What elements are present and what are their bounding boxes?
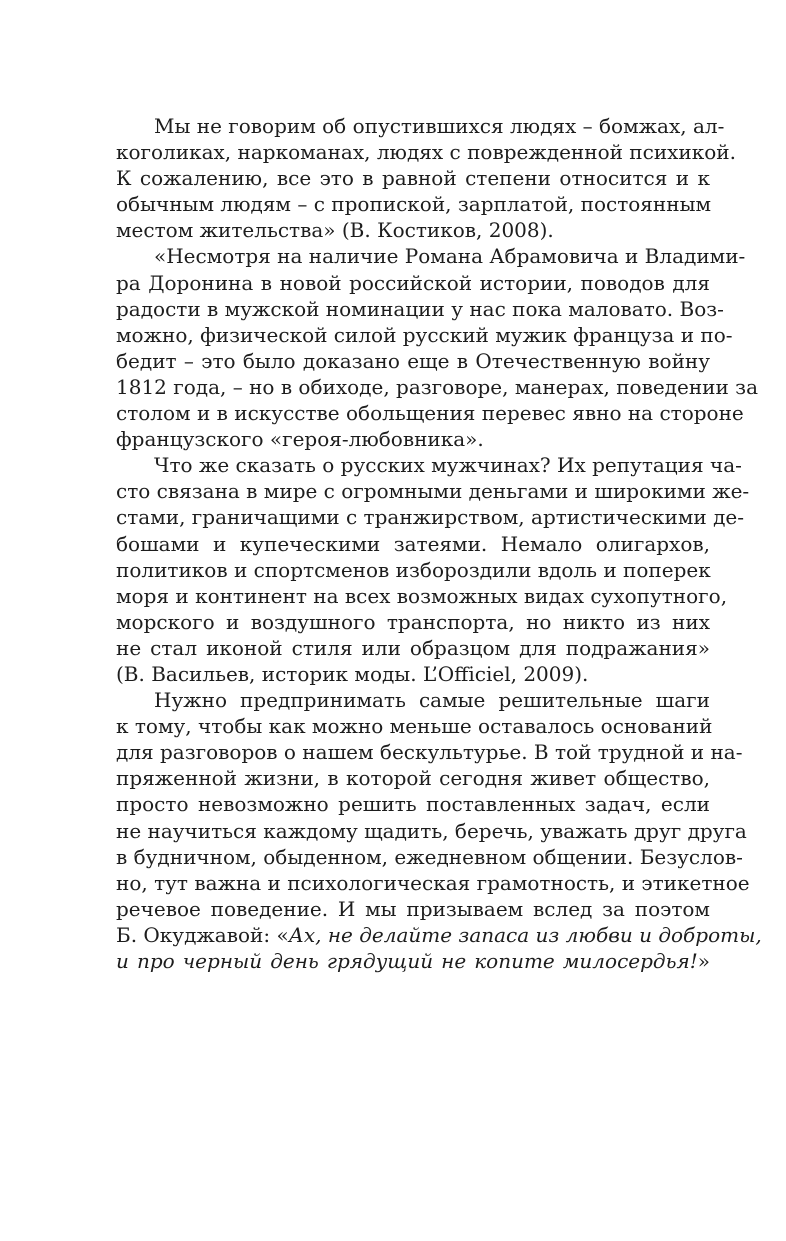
quote-suffix: » <box>697 949 710 973</box>
text-line: ра Доронина в новой российской истории, поводов для <box>116 270 710 295</box>
paragraph-2 <box>116 243 759 452</box>
quote-prefix: Б. Окуджавой: « <box>116 922 289 947</box>
quote-italic: Ах, не делайте запаса из любви и доброты, <box>288 922 762 947</box>
text-line: коголиках, наркоманах, людях с поврежденной психикой. <box>116 140 736 165</box>
text-line: французского «героя-любовника». <box>116 427 484 452</box>
text-line: политиков и спортсменов избороздили вдоль и поперек <box>116 557 711 582</box>
text-line: но, тут важна и психологическая грамотность, и этикетное <box>116 870 750 895</box>
paragraph-1 <box>116 113 736 243</box>
text-line: для разговоров о нашем бескультурье. В той трудной и на- <box>116 740 743 765</box>
text-line: сто связана в мире с огромными деньгами и широкими же- <box>116 479 750 504</box>
text-line: морского и воздушного транспорта, но никто из них <box>116 609 710 634</box>
text-line: обычным людям – с пропиской, зарплатой, постоянным <box>116 192 712 217</box>
text-line: столом и в искусстве обольщения перевес явно на стороне <box>116 401 744 426</box>
text-line: не научиться каждому щадить, беречь, уважать друг друга <box>116 818 747 843</box>
text-line: 1812 года, – но в обиходе, разговоре, манерах, поведении за <box>116 374 759 399</box>
text-line: в будничном, обыденном, ежедневном общении. Безуслов- <box>116 844 743 869</box>
text-line: к тому, чтобы как можно меньше оставалось оснований <box>116 714 713 739</box>
text-line: радости в мужской номинации у нас пока маловато. Воз- <box>116 296 724 321</box>
quote-final-line <box>116 948 710 974</box>
paragraph-3 <box>116 452 750 687</box>
text-line: можно, физической силой русский мужик француза и по- <box>116 322 733 347</box>
text-line: пряженной жизни, в которой сегодня живет общество, <box>116 766 710 791</box>
text-line: Мы не говорим об опустившихся людях – бомжах, ал- <box>154 114 725 138</box>
text-line: моря и континент на всех возможных видах сухопутного, <box>116 583 728 608</box>
text-line: стами, граничащими с транжирством, артистическими де- <box>116 505 744 530</box>
text-line: речевое поведение. И мы призываем вслед за поэтом <box>116 896 710 921</box>
text-line: местом жительства» (В. Костиков, 2008). <box>116 218 554 243</box>
text-line: «Несмотря на наличие Романа Абрамовича и Владими- <box>154 244 746 269</box>
text-line: Что же сказать о русских мужчинах? Их репутация ча- <box>154 453 742 478</box>
text-line: бошами и купеческими затеями. Немало олигархов, <box>116 531 710 556</box>
text-line: Нужно предпринимать самые решительные шаги <box>154 688 710 713</box>
quote-line <box>116 922 762 948</box>
body-text <box>116 113 762 974</box>
text-line: просто невозможно решить поставленных задач, если <box>116 792 710 817</box>
quote-final-italic: и про черный день грядущий не копите милосердья! <box>116 949 698 973</box>
text-line: (В. Васильев, историк моды. L’Officiel, 2009). <box>116 661 589 686</box>
text-line: не стал иконой стиля или образцом для подражания» <box>116 635 710 660</box>
paragraph-4 <box>116 687 762 974</box>
text-line: бедит – это было доказано еще в Отечественную войну <box>116 348 710 373</box>
text-line: К сожалению, все это в равной степени относится и к <box>116 166 710 191</box>
